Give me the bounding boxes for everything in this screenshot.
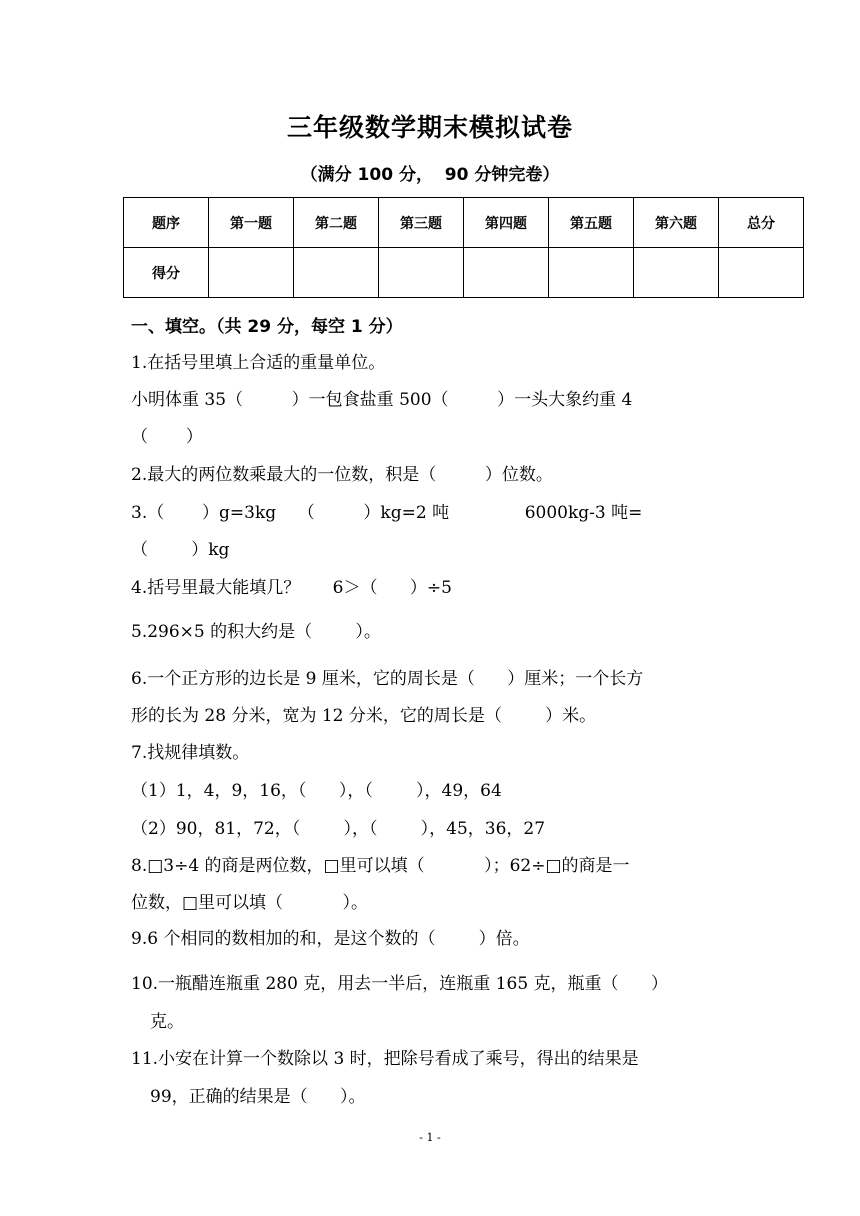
table-header-cell: 第六题 bbox=[634, 198, 719, 248]
question-line: （ ） bbox=[131, 427, 203, 447]
score-cell[interactable] bbox=[379, 248, 464, 298]
table-header-cell: 题序 bbox=[124, 198, 209, 248]
table-header-cell: 第三题 bbox=[379, 198, 464, 248]
table-header-cell: 第四题 bbox=[464, 198, 549, 248]
question-line: （ ）kg bbox=[131, 540, 230, 560]
section-heading: 一、填空。（共 29 分，每空 1 分） bbox=[131, 317, 403, 337]
question-line: 9.6 个相同的数相加的和，是这个数的（ ）倍。 bbox=[131, 929, 530, 949]
exam-info: （满分 100 分， 90 分钟完卷） bbox=[300, 165, 560, 185]
score-cell[interactable] bbox=[209, 248, 294, 298]
question-line: 8.□3÷4 的商是两位数，□里可以填（ ）；62÷□的商是一 bbox=[131, 856, 630, 876]
question-line: 6.一个正方形的边长是 9 厘米，它的周长是（ ）厘米；一个长方 bbox=[131, 669, 644, 689]
question-line: 10.一瓶醋连瓶重 280 克，用去一半后，连瓶重 165 克，瓶重（ ） bbox=[131, 974, 668, 994]
score-table-score-row bbox=[124, 248, 804, 298]
page-title: 三年级数学期末模拟试卷 bbox=[286, 113, 573, 142]
table-header-cell: 第二题 bbox=[294, 198, 379, 248]
score-row-label: 得分 bbox=[124, 248, 209, 298]
table-header-cell: 第五题 bbox=[549, 198, 634, 248]
question-line: 克。 bbox=[150, 1012, 184, 1032]
score-cell[interactable] bbox=[719, 248, 804, 298]
question-line: 3.（ ）g=3kg （ ）kg=2 吨 6000kg-3 吨= bbox=[131, 503, 643, 523]
table-header-cell: 总分 bbox=[719, 198, 804, 248]
score-cell[interactable] bbox=[634, 248, 719, 298]
question-line: 7.找规律填数。 bbox=[131, 743, 250, 763]
score-cell[interactable] bbox=[464, 248, 549, 298]
question-line: 4.括号里最大能填几？ 6＞（ ）÷5 bbox=[131, 578, 452, 598]
question-line: 小明体重 35（ ）一包食盐重 500（ ）一头大象约重 4 bbox=[131, 390, 633, 410]
question-line: 11.小安在计算一个数除以 3 时，把除号看成了乘号，得出的结果是 bbox=[131, 1049, 639, 1069]
question-line: 位数，□里可以填（ ）。 bbox=[131, 893, 369, 913]
score-table-header-row bbox=[124, 198, 804, 248]
score-table bbox=[123, 197, 804, 298]
question-line: 2.最大的两位数乘最大的一位数，积是（ ）位数。 bbox=[131, 465, 553, 485]
question-line: （2）90，81，72，（ ），（ ），45，36，27 bbox=[131, 819, 546, 839]
score-cell[interactable] bbox=[549, 248, 634, 298]
question-line: 99，正确的结果是（ ）。 bbox=[150, 1087, 366, 1107]
score-cell[interactable] bbox=[294, 248, 379, 298]
table-header-cell: 第一题 bbox=[209, 198, 294, 248]
question-line: 形的长为 28 分米，宽为 12 分米，它的周长是（ ）米。 bbox=[131, 706, 597, 726]
question-line: 1.在括号里填上合适的重量单位。 bbox=[131, 353, 386, 373]
question-line: （1）1，4，9，16，（ ），（ ），49，64 bbox=[131, 781, 502, 801]
question-line: 5.296×5 的积大约是（ ）。 bbox=[131, 622, 381, 642]
page-number: - 1 - bbox=[419, 1131, 441, 1144]
